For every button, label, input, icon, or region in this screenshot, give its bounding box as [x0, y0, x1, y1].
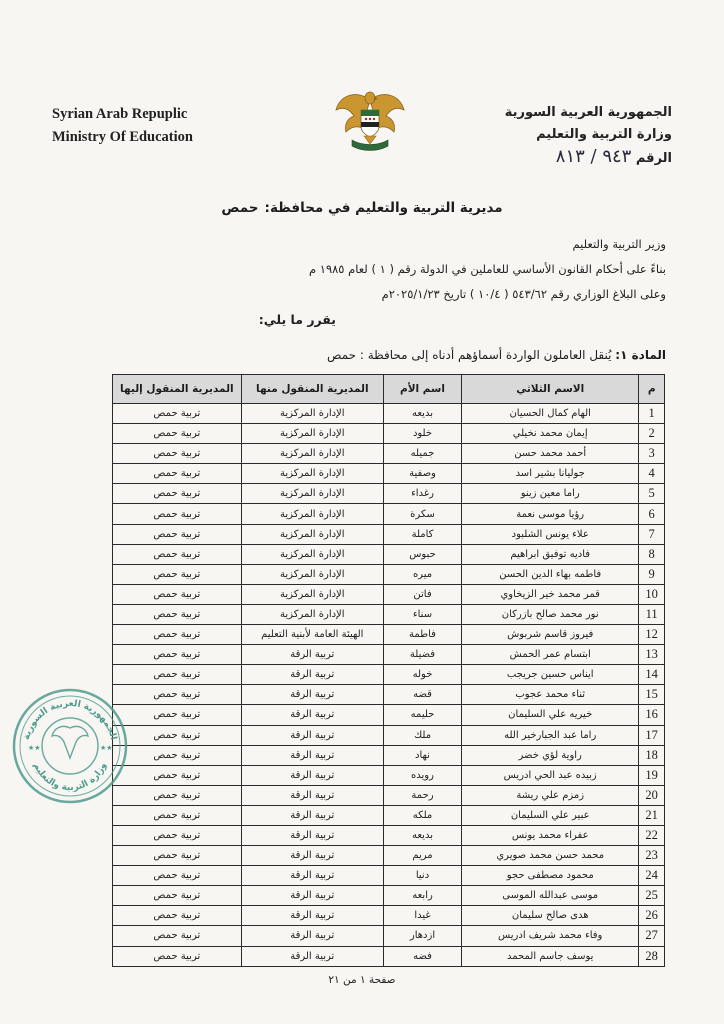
table-row	[113, 404, 665, 424]
transferred-from: تربية الرقة	[241, 906, 383, 926]
transferred-to: تربية حمص	[113, 424, 242, 444]
table-row	[113, 424, 665, 444]
mother-name: كاملة	[383, 524, 461, 544]
row-number: 23	[639, 846, 665, 866]
col-header-name: الاسم الثلاثي	[462, 375, 639, 404]
transferred-from: تربية الرقة	[241, 785, 383, 805]
transferred-to: تربية حمص	[113, 825, 242, 845]
employee-name: راما معين زينو	[462, 484, 639, 504]
transferred-from: تربية الرقة	[241, 725, 383, 745]
col-header-mother: اسم الأم	[383, 375, 461, 404]
transferred-from: تربية الرقة	[241, 805, 383, 825]
table-row	[113, 665, 665, 685]
article-label: المادة ١:	[615, 348, 666, 362]
row-number: 27	[639, 926, 665, 946]
mother-name: بديعه	[383, 404, 461, 424]
transferred-from: الإدارة المركزية	[241, 504, 383, 524]
header-arabic	[472, 102, 672, 170]
table-row	[113, 946, 665, 966]
employee-name: زمزم علي ريشة	[462, 785, 639, 805]
mother-name: فاطمة	[383, 625, 461, 645]
mother-name: حبوس	[383, 544, 461, 564]
transferred-from: الإدارة المركزية	[241, 444, 383, 464]
transferred-to: تربية حمص	[113, 906, 242, 926]
employee-name: رؤيا موسى نعمة	[462, 504, 639, 524]
row-number: 26	[639, 906, 665, 926]
circular-reference-line: وعلى البلاغ الوزاري رقم ٥٤٣/٦٢ ( ١٠/٤ ) تاريخ ٢٠٢٥/١/٢٣م	[381, 287, 666, 301]
row-number: 24	[639, 866, 665, 886]
mother-name: نهاد	[383, 745, 461, 765]
row-number: 17	[639, 725, 665, 745]
table-row	[113, 825, 665, 845]
decree-preamble	[46, 232, 666, 333]
employee-name: فيروز قاسم شربوش	[462, 625, 639, 645]
stamp-text-top: الجمهورية العربية السورية	[21, 698, 119, 741]
mother-name: دنيا	[383, 866, 461, 886]
svg-text:الجمهورية العربية السورية	[22, 699, 118, 741]
office-governorate: حمص	[221, 200, 259, 216]
row-number: 9	[639, 564, 665, 584]
header-english	[52, 103, 252, 149]
transferred-to: تربية حمص	[113, 785, 242, 805]
mother-name: سكرة	[383, 504, 461, 524]
transferred-to: تربية حمص	[113, 846, 242, 866]
transferred-to: تربية حمص	[113, 805, 242, 825]
transferred-to: تربية حمص	[113, 544, 242, 564]
transferred-from: الهيئة العامة لأبنية التعليم	[241, 625, 383, 645]
transferred-to: تربية حمص	[113, 926, 242, 946]
transferred-from: الإدارة المركزية	[241, 464, 383, 484]
mother-name: غيدا	[383, 906, 461, 926]
transferred-from: تربية الرقة	[241, 926, 383, 946]
transfer-table	[112, 374, 665, 967]
reference-value: ٩٤٣ / ٨١٣	[555, 146, 632, 167]
transferred-to: تربية حمص	[113, 725, 242, 745]
table-row	[113, 886, 665, 906]
eagle-emblem-icon	[330, 80, 410, 160]
mother-name: سناء	[383, 604, 461, 624]
article-one	[66, 348, 666, 362]
row-number: 7	[639, 524, 665, 544]
ministry-name-ar: وزارة التربية والتعليم	[536, 127, 672, 142]
office-title	[0, 200, 724, 216]
country-name-ar: الجمهورية العربية السورية	[504, 105, 672, 120]
transferred-to: تربية حمص	[113, 645, 242, 665]
mother-name: بديعه	[383, 825, 461, 845]
mother-name: رغداء	[383, 484, 461, 504]
table-row	[113, 564, 665, 584]
transferred-from: تربية الرقة	[241, 685, 383, 705]
transferred-from: تربية الرقة	[241, 846, 383, 866]
table-body	[113, 404, 665, 967]
transferred-to: تربية حمص	[113, 705, 242, 725]
law-reference-line: بناءً على أحكام القانون الأساسي للعاملين في الدولة رقم ( ١ ) لعام ١٩٨٥ م	[308, 262, 666, 276]
row-number: 1	[639, 404, 665, 424]
employee-name: نور محمد صالح بازركان	[462, 604, 639, 624]
table-row	[113, 685, 665, 705]
mother-name: رابعه	[383, 886, 461, 906]
employee-name: عفراء محمد يونس	[462, 825, 639, 845]
table-row	[113, 645, 665, 665]
transferred-from: الإدارة المركزية	[241, 524, 383, 544]
employee-name: فاديه توفيق ابراهيم	[462, 544, 639, 564]
decides-line: يقرر ما يلي:	[258, 312, 336, 327]
mother-name: رويده	[383, 765, 461, 785]
transferred-to: تربية حمص	[113, 584, 242, 604]
row-number: 4	[639, 464, 665, 484]
row-number: 11	[639, 604, 665, 624]
employee-name: يوسف جاسم المحمد	[462, 946, 639, 966]
mother-name: مريم	[383, 846, 461, 866]
mother-name: فضيلة	[383, 645, 461, 665]
col-header-to: المديرية المنقول إليها	[113, 375, 242, 404]
transferred-from: تربية الرقة	[241, 645, 383, 665]
row-number: 22	[639, 825, 665, 845]
row-number: 13	[639, 645, 665, 665]
article-text: يُنقل العاملون الواردة أسماؤهم أدناه إلى محافظة : حمص	[327, 348, 612, 362]
row-number: 12	[639, 625, 665, 645]
transferred-from: تربية الرقة	[241, 825, 383, 845]
mother-name: فضه	[383, 946, 461, 966]
table-row	[113, 524, 665, 544]
employee-name: علاء يونس الشلبود	[462, 524, 639, 544]
transferred-to: تربية حمص	[113, 524, 242, 544]
employee-name: قمر محمد خير الزيخاوي	[462, 584, 639, 604]
transferred-to: تربية حمص	[113, 404, 242, 424]
row-number: 19	[639, 765, 665, 785]
table-row	[113, 785, 665, 805]
transferred-from: تربية الرقة	[241, 866, 383, 886]
mother-name: ملكه	[383, 805, 461, 825]
row-number: 14	[639, 665, 665, 685]
table-row	[113, 906, 665, 926]
table-row	[113, 584, 665, 604]
transferred-from: تربية الرقة	[241, 946, 383, 966]
mother-name: خلود	[383, 424, 461, 444]
row-number: 20	[639, 785, 665, 805]
table-row	[113, 805, 665, 825]
page-number: صفحة ١ من ٢١	[328, 974, 396, 986]
transferred-from: تربية الرقة	[241, 705, 383, 725]
table-row	[113, 504, 665, 524]
row-number: 2	[639, 424, 665, 444]
transferred-from: الإدارة المركزية	[241, 484, 383, 504]
employee-name: ابتسام عمر الحمش	[462, 645, 639, 665]
row-number: 5	[639, 484, 665, 504]
mother-name: خوله	[383, 665, 461, 685]
row-number: 25	[639, 886, 665, 906]
official-stamp-icon	[10, 686, 130, 806]
transferred-to: تربية حمص	[113, 464, 242, 484]
transferred-to: تربية حمص	[113, 946, 242, 966]
transferred-to: تربية حمص	[113, 866, 242, 886]
mother-name: ازدهار	[383, 926, 461, 946]
table-row	[113, 705, 665, 725]
transferred-from: الإدارة المركزية	[241, 584, 383, 604]
transferred-from: الإدارة المركزية	[241, 424, 383, 444]
transferred-to: تربية حمص	[113, 765, 242, 785]
table-row	[113, 544, 665, 564]
reference-number	[472, 146, 672, 170]
country-name-en: Syrian Arab Repuplic	[52, 106, 188, 122]
transferred-from: الإدارة المركزية	[241, 564, 383, 584]
row-number: 18	[639, 745, 665, 765]
employee-name: راوية لؤي خضر	[462, 745, 639, 765]
svg-text:★★: ★★	[28, 744, 41, 752]
employee-name: فاطمه بهاء الدين الحسن	[462, 564, 639, 584]
transferred-to: تربية حمص	[113, 564, 242, 584]
mother-name: ميره	[383, 564, 461, 584]
mother-name: جميله	[383, 444, 461, 464]
office-title-text: مديرية التربية والتعليم في محافظة:	[264, 200, 503, 216]
employee-name: عبير علي السليمان	[462, 805, 639, 825]
transferred-to: تربية حمص	[113, 625, 242, 645]
employee-name: وفاء محمد شريف ادريس	[462, 926, 639, 946]
employee-name: إيمان محمد نخيلي	[462, 424, 639, 444]
employee-name: محمود مصطفى حجو	[462, 866, 639, 886]
table-header-row	[113, 375, 665, 404]
employee-name: ايناس حسين جريجب	[462, 665, 639, 685]
transferred-to: تربية حمص	[113, 886, 242, 906]
row-number: 10	[639, 584, 665, 604]
row-number: 28	[639, 946, 665, 966]
table-row	[113, 464, 665, 484]
transferred-from: الإدارة المركزية	[241, 544, 383, 564]
table-row	[113, 625, 665, 645]
transferred-to: تربية حمص	[113, 604, 242, 624]
row-number: 3	[639, 444, 665, 464]
transferred-from: تربية الرقة	[241, 745, 383, 765]
transferred-from: الإدارة المركزية	[241, 404, 383, 424]
ministry-name-en: Ministry Of Education	[52, 129, 193, 145]
employee-name: زبيده عبد الحي ادريس	[462, 765, 639, 785]
mother-name: وصفية	[383, 464, 461, 484]
minister-line: وزير التربية والتعليم	[572, 237, 666, 251]
table-row	[113, 866, 665, 886]
employee-name: ثناء محمد عجوب	[462, 685, 639, 705]
row-number: 15	[639, 685, 665, 705]
row-number: 16	[639, 705, 665, 725]
transferred-to: تربية حمص	[113, 484, 242, 504]
employee-name: هدى صالح سليمان	[462, 906, 639, 926]
transferred-from: تربية الرقة	[241, 765, 383, 785]
mother-name: قضه	[383, 685, 461, 705]
mother-name: رحمة	[383, 785, 461, 805]
row-number: 8	[639, 544, 665, 564]
employee-name: محمد حسن محمد صويري	[462, 846, 639, 866]
mother-name: حليمه	[383, 705, 461, 725]
table-row	[113, 725, 665, 745]
transferred-to: تربية حمص	[113, 745, 242, 765]
table-row	[113, 444, 665, 464]
transferred-to: تربية حمص	[113, 444, 242, 464]
stamp-text-bottom: وزارة التربية والتعليم	[31, 761, 109, 794]
employee-name: راما عبد الجبارخير الله	[462, 725, 639, 745]
transferred-to: تربية حمص	[113, 504, 242, 524]
transferred-from: الإدارة المركزية	[241, 604, 383, 624]
employee-name: موسى عبدالله الموسى	[462, 886, 639, 906]
transferred-to: تربية حمص	[113, 665, 242, 685]
reference-label: الرقم	[635, 151, 672, 166]
table-row	[113, 846, 665, 866]
mother-name: ملك	[383, 725, 461, 745]
table-row	[113, 745, 665, 765]
transferred-from: تربية الرقة	[241, 665, 383, 685]
row-number: 6	[639, 504, 665, 524]
transferred-from: تربية الرقة	[241, 886, 383, 906]
table-row	[113, 926, 665, 946]
svg-text:★★: ★★	[100, 744, 113, 752]
employee-name: جوليانا بشير اسد	[462, 464, 639, 484]
mother-name: فاتن	[383, 584, 461, 604]
row-number: 21	[639, 805, 665, 825]
table-row	[113, 604, 665, 624]
employee-name: خيريه علي السليمان	[462, 705, 639, 725]
transferred-to: تربية حمص	[113, 685, 242, 705]
table-row	[113, 765, 665, 785]
col-header-number: م	[639, 375, 665, 404]
employee-name: الهام كمال الحسيان	[462, 404, 639, 424]
table-row	[113, 484, 665, 504]
employee-name: أحمد محمد حسن	[462, 444, 639, 464]
col-header-from: المديرية المنقول منها	[241, 375, 383, 404]
